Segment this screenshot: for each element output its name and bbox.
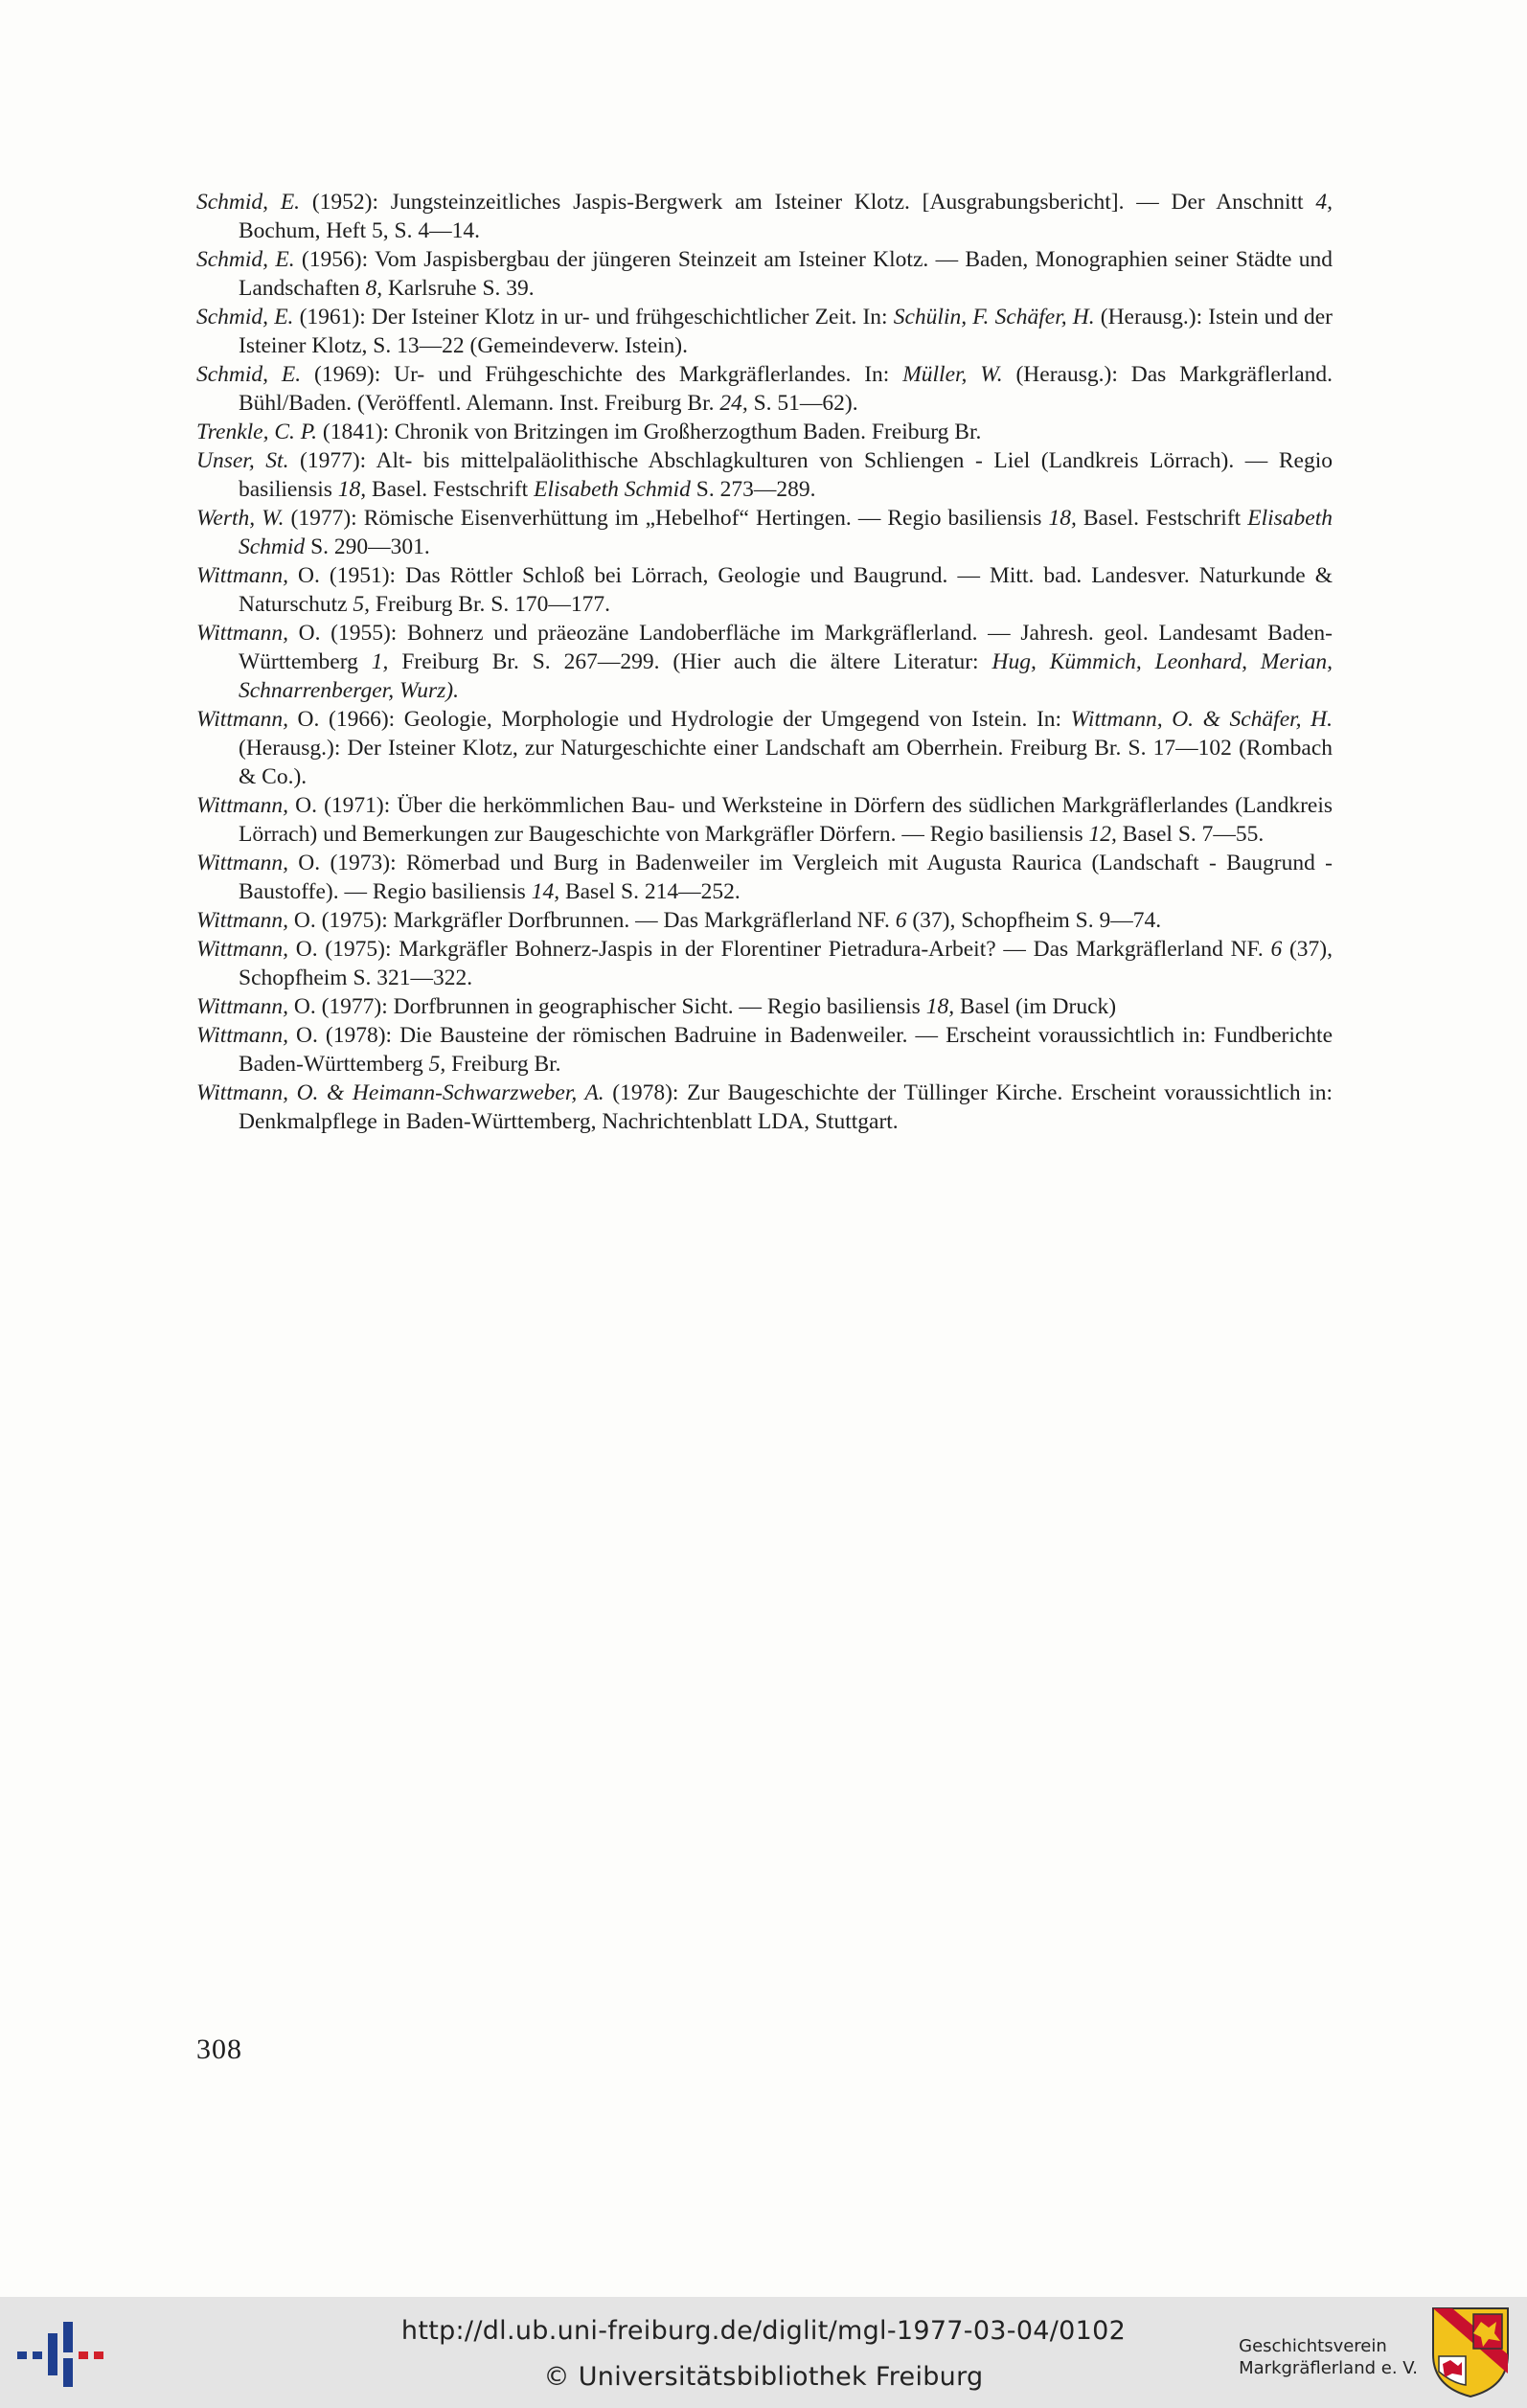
entry-italic-text: 24, (719, 391, 748, 416)
entry-italic-text: Unser, St. (196, 448, 289, 473)
entry-text: S. 51—62). (747, 391, 858, 416)
entry-text: O. (1975): Markgräfler Bohnerz-Jaspis in der Florentiner Pietradura-Arbeit? — Das Markgräflerland NF. (287, 937, 1271, 962)
entry-text: Freiburg Br. (445, 1052, 561, 1077)
entry-italic-text: Wittmann, (196, 621, 288, 646)
society-name-line2: Markgräflerland e. V. (1239, 2358, 1418, 2378)
entry-italic-text: 14, (531, 879, 560, 904)
copyright-notice: © Universitätsbibliothek Freiburg (543, 2362, 984, 2392)
entry-italic-text: Hug, Kümmich, Leonhard, Merian, Schnarrenberger, Wurz). (239, 649, 1333, 703)
entry-italic-text: Wittmann, (196, 707, 288, 732)
entry-italic-text: Elisabeth Schmid (534, 477, 691, 502)
entry-text: (1961): Der Isteiner Klotz in ur- und frühgeschichtlicher Zeit. In: (293, 305, 894, 329)
entry-italic-text: Wittmann, (196, 563, 288, 588)
entry-text: (1841): Chronik von Britzingen im Großherzogthum Baden. Freiburg Br. (317, 420, 982, 444)
entry-text: S. 290—301. (305, 534, 430, 559)
bibliography-entry (196, 849, 1333, 906)
entry-italic-text: 5, (428, 1052, 446, 1077)
entry-italic-text: 6 (895, 908, 907, 933)
bibliography-entry (196, 906, 1333, 935)
bibliography-entry (196, 1079, 1333, 1136)
entry-text: O. (1971): Über die herkömmlichen Bau- und Werksteine in Dörfern des südlichen Markgräflerlandes (Landkreis Lörrach) und Bemerkungen zur Baugeschichte von Markgräfler Dörfern. — Regio basiliensis (239, 793, 1333, 847)
entry-text: O. (1977): Dorfbrunnen in geographischer Sicht. — Regio basiliensis (287, 994, 926, 1019)
entry-text: (Herausg.): Der Isteiner Klotz, zur Naturgeschichte einer Landschaft am Oberrhein. Freiburg Br. S. 17—102 (Rombach & Co.). (239, 736, 1333, 789)
entry-italic-text: Wittmann, (196, 1023, 288, 1048)
bibliography-entry (196, 360, 1333, 418)
entry-text: (1977): Alt- bis mittelpaläolithische Abschlagkulturen von Schliengen - Liel (Landkreis Lörrach). — Regio basiliensis (239, 448, 1333, 502)
bibliography-entry (196, 303, 1333, 360)
entry-text: Freiburg Br. S. 170—177. (370, 592, 610, 617)
entry-italic-text: 6 (1270, 937, 1283, 962)
entry-italic-text: Werth, W. (196, 506, 285, 531)
entry-italic-text: Schmid, E. (196, 305, 294, 329)
entry-text: Basel. Festschrift (366, 477, 535, 502)
bibliography-entry (196, 245, 1333, 303)
entry-text: (1969): Ur- und Frühgeschichte des Markgräflerlandes. In: (301, 362, 903, 387)
bibliography-entry (196, 446, 1333, 504)
entry-italic-text: Wittmann, (196, 937, 288, 962)
entry-italic-text: Wittmann, (196, 908, 288, 933)
entry-text: (1956): Vom Jaspisbergbau der jüngeren Steinzeit am Isteiner Klotz. — Baden, Monographien seiner Städte und Landschaften (239, 247, 1333, 301)
entry-italic-text: 12, (1088, 822, 1117, 847)
entry-italic-text: 18, (925, 994, 955, 1019)
entry-text: (37), Schopfheim S. 9—74. (906, 908, 1162, 933)
entry-text: O. (1973): Römerbad und Burg in Badenweiler im Vergleich mit Augusta Raurica (Landschaft - Baugrund - Baustoffe). — Regio basiliensis (239, 851, 1333, 904)
bibliography-list (196, 188, 1333, 1136)
entry-text: S. 273—289. (690, 477, 816, 502)
entry-text: (1978): Zur Baugeschichte der Tüllinger Kirche. Erscheint voraussichtlich in: Denkmalpflege in Baden-Württemberg, Nachrichtenblatt LDA, Stuttgart. (239, 1080, 1333, 1134)
entry-italic-text: 1, (371, 649, 389, 674)
bibliography-entry (196, 504, 1333, 561)
entry-italic-text: Wittmann, (196, 994, 288, 1019)
entry-text: Basel. Festschrift (1076, 506, 1248, 531)
entry-text: (Herausg.): Das Markgräflerland. Bühl/Baden. (Veröffentl. Alemann. Inst. Freiburg Br. (239, 362, 1333, 416)
bibliography-entry (196, 705, 1333, 791)
society-name (1239, 2335, 1418, 2379)
page-number: 308 (196, 2033, 242, 2065)
entry-italic-text: Müller, W. (902, 362, 1003, 387)
entry-italic-text: 18, (1048, 506, 1077, 531)
entry-italic-text: 18, (337, 477, 367, 502)
entry-italic-text: 4, (1315, 190, 1333, 215)
entry-text: (1977): Römische Eisenverhüttung im „Hebelhof“ Hertingen. — Regio basiliensis (284, 506, 1049, 531)
entry-text: O. (1966): Geologie, Morphologie und Hydrologie der Umgegend von Istein. In: (287, 707, 1071, 732)
entry-italic-text: Wittmann, (196, 851, 288, 875)
bibliography-entry (196, 188, 1333, 245)
entry-text: Bochum, Heft 5, S. 4—14. (239, 218, 480, 243)
entry-text: O. (1975): Markgräfler Dorfbrunnen. — Das Markgräflerland NF. (287, 908, 896, 933)
bibliography-entry (196, 418, 1333, 446)
entry-italic-text: Wittmann, O. & Heimann-Schwarzweber, A. (196, 1080, 604, 1105)
entry-text: Basel S. 7—55. (1116, 822, 1265, 847)
bibliography-entry (196, 935, 1333, 992)
entry-italic-text: Wittmann, (196, 793, 288, 818)
entry-text: O. (1955): Bohnerz und präeozäne Landoberfläche im Markgräflerland. — Jahresh. geol. Landesamt Baden-Württemberg (239, 621, 1333, 674)
entry-italic-text: Wittmann, O. & Schäfer, H. (1070, 707, 1333, 732)
entry-italic-text: Trenkle, C. P. (196, 420, 317, 444)
entry-text: Karlsruhe S. 39. (382, 276, 535, 301)
entry-italic-text: Elisabeth Schmid (239, 506, 1333, 559)
entry-text: O. (1978): Die Bausteine der römischen Badruine in Badenweiler. — Erscheint voraussichtlich in: Fundberichte Baden-Württemberg (239, 1023, 1333, 1077)
coat-of-arms-icon (1431, 2306, 1510, 2398)
entry-italic-text: Schmid, E. (196, 190, 301, 215)
entry-text: Basel (im Druck) (954, 994, 1117, 1019)
bibliography-entry (196, 561, 1333, 619)
entry-text: (1952): Jungsteinzeitliches Jaspis-Bergwerk am Isteiner Klotz. [Ausgrabungsbericht]. — Der Anschnitt (300, 190, 1316, 215)
bibliography-entry (196, 1021, 1333, 1079)
entry-italic-text: 8, (365, 276, 383, 301)
entry-italic-text: 5, (353, 592, 371, 617)
bibliography-entry (196, 992, 1333, 1021)
bibliography-entry (196, 791, 1333, 849)
entry-text: Basel S. 214—252. (559, 879, 741, 904)
entry-text: O. (1951): Das Röttler Schloß bei Lörrach, Geologie und Baugrund. — Mitt. bad. Landesver. Naturkunde & Naturschutz (239, 563, 1333, 617)
bibliography-entry (196, 619, 1333, 705)
entry-italic-text: Schmid, E. (196, 362, 302, 387)
entry-italic-text: Schmid, E. (196, 247, 295, 272)
entry-text: (37), Schopfheim S. 321—322. (239, 937, 1333, 990)
entry-italic-text: Schülin, F. Schäfer, H. (893, 305, 1095, 329)
viewer-footer (0, 2297, 1527, 2408)
society-name-line1: Geschichtsverein (1239, 2336, 1387, 2356)
document-url-link[interactable]: http://dl.ub.uni-freiburg.de/diglit/mgl-1977-03-04/0102 (400, 2316, 1127, 2346)
entry-text: (Herausg.): Istein und der Isteiner Klotz, S. 13—22 (Gemeindeverw. Istein). (239, 305, 1333, 358)
entry-text: Freiburg Br. S. 267—299. (Hier auch die ältere Literatur: (388, 649, 992, 674)
